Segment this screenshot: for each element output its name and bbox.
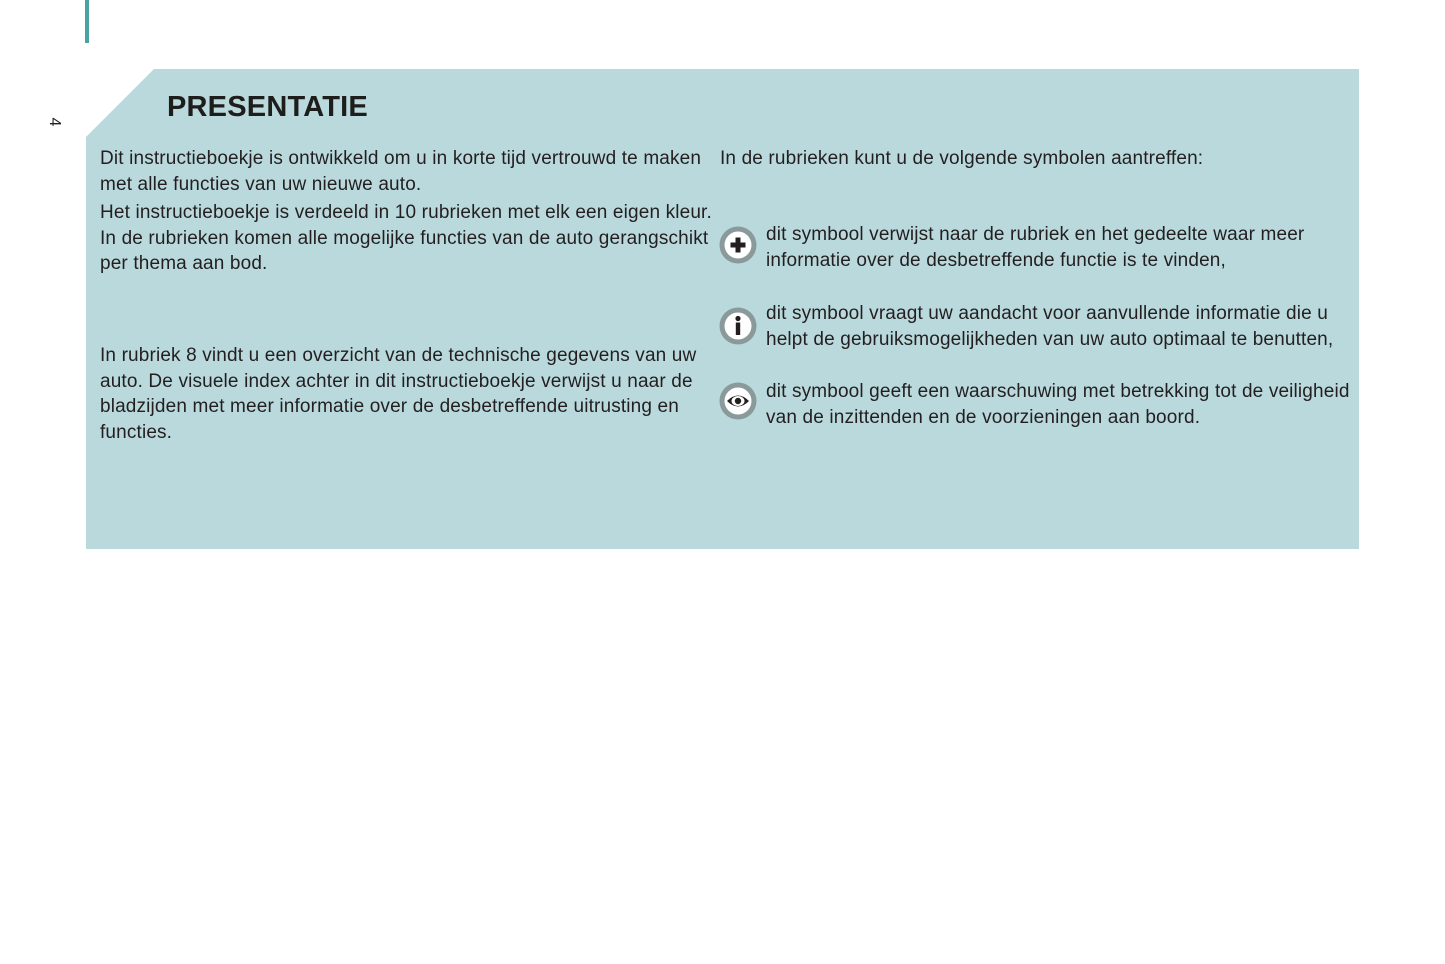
info-icon: [719, 307, 757, 345]
sections-paragraph: Het instructieboekje is verdeeld in 10 rubrieken met elk een eigen kleur. In de rubrieken komen alle mogelijke functies van de auto gerangschikt per thema aan bod.: [100, 202, 712, 274]
symbol-description: dit symbool vraagt uw aandacht voor aanvullende informatie die u helpt de gebruiksmogelijkheden van uw auto optimaal te benutten,: [766, 303, 1334, 350]
section-title: PRESENTATIE: [167, 91, 368, 123]
page-number: 4: [46, 117, 63, 127]
plus-icon: [719, 226, 757, 264]
symbol-description: dit symbool geeft een waarschuwing met betrekking tot de veiligheid van de inzittenden en de voorzieningen aan boord.: [766, 381, 1350, 428]
eye-icon: [719, 382, 757, 420]
symbols-intro: In de rubrieken kunt u de volgende symbolen aantreffen:: [720, 148, 1204, 169]
top-accent-rule: [85, 0, 89, 43]
intro-paragraph: Dit instructieboekje is ontwikkeld om u in korte tijd vertrouwd te maken met alle functies van uw nieuwe auto.: [100, 148, 702, 195]
symbol-description: dit symbool verwijst naar de rubriek en het gedeelte waar meer informatie over de desbetreffende functie is te vinden,: [766, 224, 1305, 271]
technical-data-paragraph: In rubriek 8 vindt u een overzicht van de technische gegevens van uw auto. De visuele index achter in dit instructieboekje verwijst u naar de bladzijden met meer informatie over de desbetreffende uitrusting en functies.: [100, 345, 697, 443]
